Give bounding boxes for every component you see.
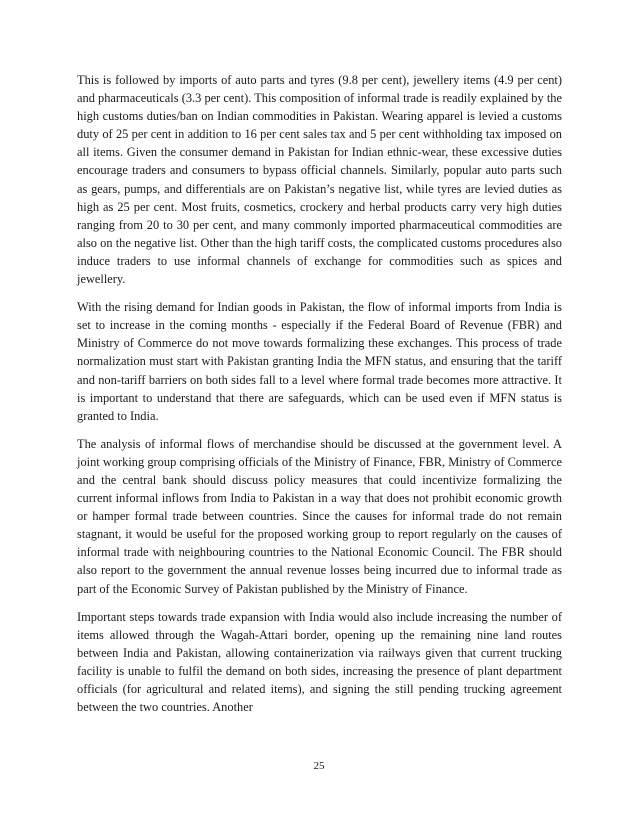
paragraph-3: The analysis of informal flows of merchandise should be discussed at the government level. A joint working group comprising officials of the Ministry of Finance, FBR, Ministry of Commerce and the central bank should discuss policy measures that could incentivize formalizing the current informal inflows from India to Pakistan in a way that does not prohibit economic growth or hamper formal trade between countries. Since the causes for informal trade do not remain stagnant, it would be useful for the proposed working group to report regularly on the causes of informal trade with neighbouring countries to the National Economic Council. The FBR should also report to the government the annual revenue losses being incurred due to informal trade as part of the Economic Survey of Pakistan published by the Ministry of Finance. [77,436,562,596]
body-text [77,71,562,726]
page-number: 25 [313,760,325,772]
paragraph-2: With the rising demand for Indian goods in Pakistan, the flow of informal imports from India is set to increase in the coming months - especially if the Federal Board of Revenue (FBR) and Ministry of Commerce do not move towards formalizing these exchanges. This process of trade normalization must start with Pakistan granting India the MFN status, and ensuring that the tariff and non-tariff barriers on both sides fall to a level where formal trade becomes more attractive. It is important to understand that there are safeguards, which can be used even if MFN status is granted to India. [77,300,562,423]
paragraph-1: This is followed by imports of auto parts and tyres (9.8 per cent), jewellery items (4.9 per cent) and pharmaceuticals (3.3 per cent). This composition of informal trade is readily explained by the high customs duties/ban on Indian commodities in Pakistan. Wearing apparel is levied a customs duty of 25 per cent in addition to 16 per cent sales tax and 5 per cent withholding tax imposed on all items. Given the consumer demand in Pakistan for Indian ethnic-wear, these excessive duties encourage traders and consumers to bypass official channels. Similarly, popular auto parts such as gears, pumps, and differentials are on Pakistan’s negative list, while tyres are levied duties as high as 25 per cent. Most fruits, cosmetics, crockery and herbal products carry very high duties ranging from 20 to 30 per cent, and many commonly imported pharmaceutical commodities are also on the negative list. Other than the high tariff costs, the complicated customs procedures also induce traders to use informal channels of exchange for commodities such as spices and jewellery. [77,73,562,287]
paragraph-4: Important steps towards trade expansion with India would also include increasing the number of items allowed through the Wagah-Attari border, opening up the remaining nine land routes between India and Pakistan, allowing containerization via railways given that current trucking facility is unable to fulfil the demand on both sides, increasing the presence of plant department officials (for agricultural and related items), and signing the still pending trucking agreement between the two countries. Another [77,609,562,715]
